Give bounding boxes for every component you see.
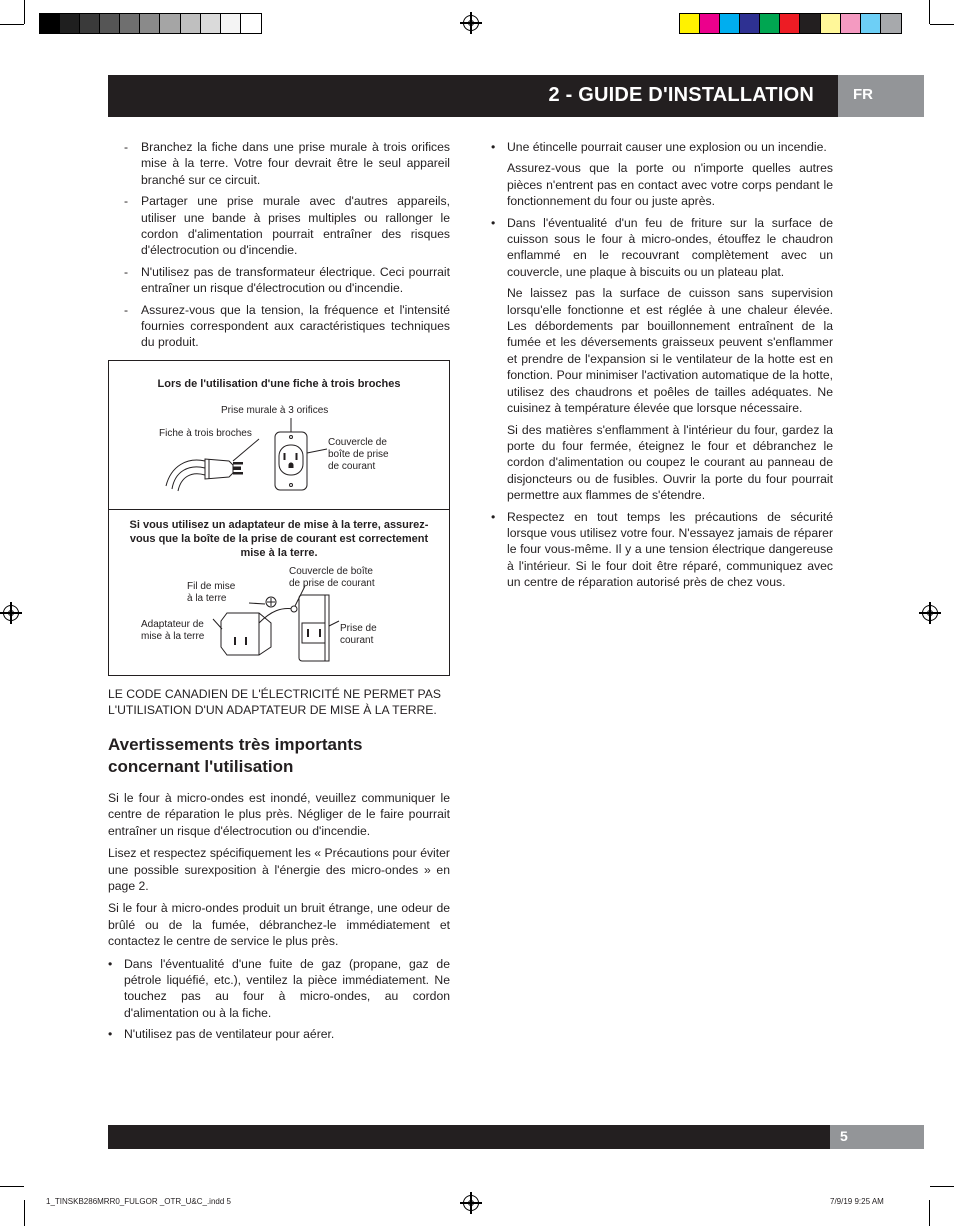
list-item: - N'utilisez pas de transformateur électrique. Ceci pourrait entraîner un risque d'électrocution ou d'incendie. xyxy=(124,264,450,296)
color-swatch xyxy=(780,14,800,33)
page-number: 5 xyxy=(840,1128,848,1144)
section-header-band xyxy=(108,75,838,117)
language-code: FR xyxy=(853,86,873,103)
list-item: • Une étincelle pourrait causer une explosion ou un incendie. xyxy=(491,140,827,154)
crop-mark xyxy=(24,1200,25,1226)
print-date-slug: 7/9/19 9:25 AM xyxy=(830,1197,884,1206)
registration-mark-icon xyxy=(3,605,19,621)
language-tab xyxy=(838,75,924,117)
grounding-figure xyxy=(108,360,450,676)
crop-mark xyxy=(0,1186,24,1187)
list-item: - Partager une prise murale avec d'autres appareils, utiliser une bande à prises multiples ou rallonger le cordon d'alimentation pourrait entraîner des risques d'électrocution ou d'incendie. xyxy=(124,194,450,258)
color-swatch xyxy=(100,14,120,33)
color-swatch xyxy=(760,14,780,33)
file-slug: 1_TINSKB286MRR0_FULGOR _OTR_U&C_.indd 5 xyxy=(46,1197,231,1206)
color-swatch xyxy=(740,14,760,33)
list-item: • Dans l'éventualité d'un feu de friture sur la surface de cuisson sous le four à micro-ondes, étouffez le chaudron enflammé en le recouvrant complètement avec un couvercle, une plaque à biscuits ou un plateau plat. xyxy=(491,215,833,279)
color-swatch xyxy=(800,14,820,33)
crop-mark xyxy=(24,0,25,24)
label-wall-outlet: Prise murale à 3 orifices xyxy=(221,404,329,416)
label-grounding-adapter: Adaptateur de mise à la terre xyxy=(141,618,205,642)
color-swatch xyxy=(201,14,221,33)
paragraph: Si des matières s'enflamment à l'intérieur du four, gardez la porte du four fermée, éteignez le four et débranchez le cordon d'alimentation ou coupez le courant au panneau de disjoncteurs ou de fusibles. Ouvrir la porte du four pourrait permettre aux flammes de s'étendre. xyxy=(507,422,833,503)
figure-title-three-prong: Lors de l'utilisation d'une fiche à trois broches xyxy=(157,377,401,390)
paragraph: Lisez et respectez spécifiquement les « Précautions pour éviter une possible surexposition à l'énergie des micro-ondes » en page 2. xyxy=(108,846,450,893)
list-item: • Respectez en tout temps les précautions de sécurité lorsque vous utilisez votre four. N'essayez jamais de réparer le four vous-même. Il y a une tension électrique dangereuse à l'intérieur. Si le four doit être réparé, communiquez avec un centre de réparation autorisé près de chez vous. xyxy=(491,509,833,590)
color-swatch xyxy=(40,14,60,33)
right-column xyxy=(491,139,833,596)
label-outlet-box-cover: Couvercle de boîte de prise de courant xyxy=(289,565,375,589)
color-swatch xyxy=(861,14,881,33)
section-title: 2 - GUIDE D'INSTALLATION xyxy=(548,84,814,106)
paragraph: Assurez-vous que la porte ou n'importe quelles autres pièces n'entrent pas en contact avec votre corps pendant le fonctionnement du four ou juste après. xyxy=(507,161,833,209)
left-column xyxy=(108,139,450,1048)
crop-mark xyxy=(0,24,24,25)
color-swatch xyxy=(80,14,100,33)
figure-divider xyxy=(109,509,449,510)
crop-mark xyxy=(929,0,930,24)
registration-mark-icon xyxy=(463,1195,479,1211)
color-swatch xyxy=(821,14,841,33)
list-item: - Branchez la fiche dans une prise murale à trois orifices mise à la terre. Votre four devrait être le seul appareil branché sur ce circuit. xyxy=(124,140,450,187)
label-three-prong-plug: Fiche à trois broches xyxy=(159,427,252,439)
label-ground-wire: Fil de mise à la terre xyxy=(187,580,236,604)
crop-mark xyxy=(929,1200,930,1226)
crop-mark xyxy=(930,1186,954,1187)
paragraph: Si le four à micro-ondes produit un bruit étrange, une odeur de brûlé ou de la fumée, débranchez-le immédiatement et contactez le centre de service le plus près. xyxy=(108,901,450,949)
electrical-code-note: LE CODE CANADIEN DE L'ÉLECTRICITÉ NE PERMET PAS L'UTILISATION D'UN ADAPTATEUR DE MISE À LA TERRE. xyxy=(108,686,442,717)
list-item: • Dans l'éventualité d'une fuite de gaz (propane, gaz de pétrole liquéfié, etc.), ventilez la pièce immédiatement. Ne touchez pas au four à micro-ondes, au cordon d'alimentation ou à la fiche. xyxy=(108,956,450,1020)
list-item: • N'utilisez pas de ventilateur pour aérer. xyxy=(108,1027,335,1042)
page-number-tab xyxy=(830,1125,924,1149)
color-swatch xyxy=(680,14,700,33)
color-swatch xyxy=(700,14,720,33)
color-swatch xyxy=(241,14,261,33)
color-swatch xyxy=(140,14,160,33)
process-color-bar xyxy=(679,13,902,34)
label-outlet-cover: Couvercle de boîte de prise de courant xyxy=(328,436,389,472)
color-swatch xyxy=(60,14,80,33)
color-swatch xyxy=(881,14,901,33)
color-swatch xyxy=(160,14,180,33)
color-swatch xyxy=(841,14,861,33)
color-swatch xyxy=(221,14,241,33)
color-swatch xyxy=(120,14,140,33)
figure-title-adapter: Si vous utilisez un adaptateur de mise à la terre, assurez-vous que la boîte de la prise de courant est correctement mise à la terre. xyxy=(129,518,429,559)
registration-mark-icon xyxy=(463,15,479,31)
grayscale-color-bar xyxy=(39,13,262,34)
label-power-outlet: Prise de courant xyxy=(340,622,377,646)
paragraph: Ne laissez pas la surface de cuisson sans supervision lorsqu'elle fonctionne et est réglée à une chaleur élevée. Les débordements par bouillonnement entraînent de la fumée et les déversements graisseux peuvent s'enflammer et prendre de l'expansion si le ventilateur de la hotte est en fonction. Pour minimiser l'activation automatique de la hotte, utilisez des chaudrons et poêles de tailles adéquates. Ne cuisinez à température élevée que lorsque nécessaire. xyxy=(507,286,833,416)
section-heading: Avertissements très importants concernant l'utilisation xyxy=(108,734,363,776)
registration-mark-icon xyxy=(922,605,938,621)
paragraph: Si le four à micro-ondes est inondé, veuillez communiquer le centre de réparation le plus près. Négliger de le faire pourrait entraîner un risque d'électrocution ou d'incendie. xyxy=(108,790,450,838)
color-swatch xyxy=(181,14,201,33)
footer-band xyxy=(108,1125,830,1149)
list-item: - Assurez-vous que la tension, la fréquence et l'intensité fournies correspondent aux caractéristiques techniques du produit. xyxy=(124,302,450,350)
crop-mark xyxy=(930,24,954,25)
color-swatch xyxy=(720,14,740,33)
